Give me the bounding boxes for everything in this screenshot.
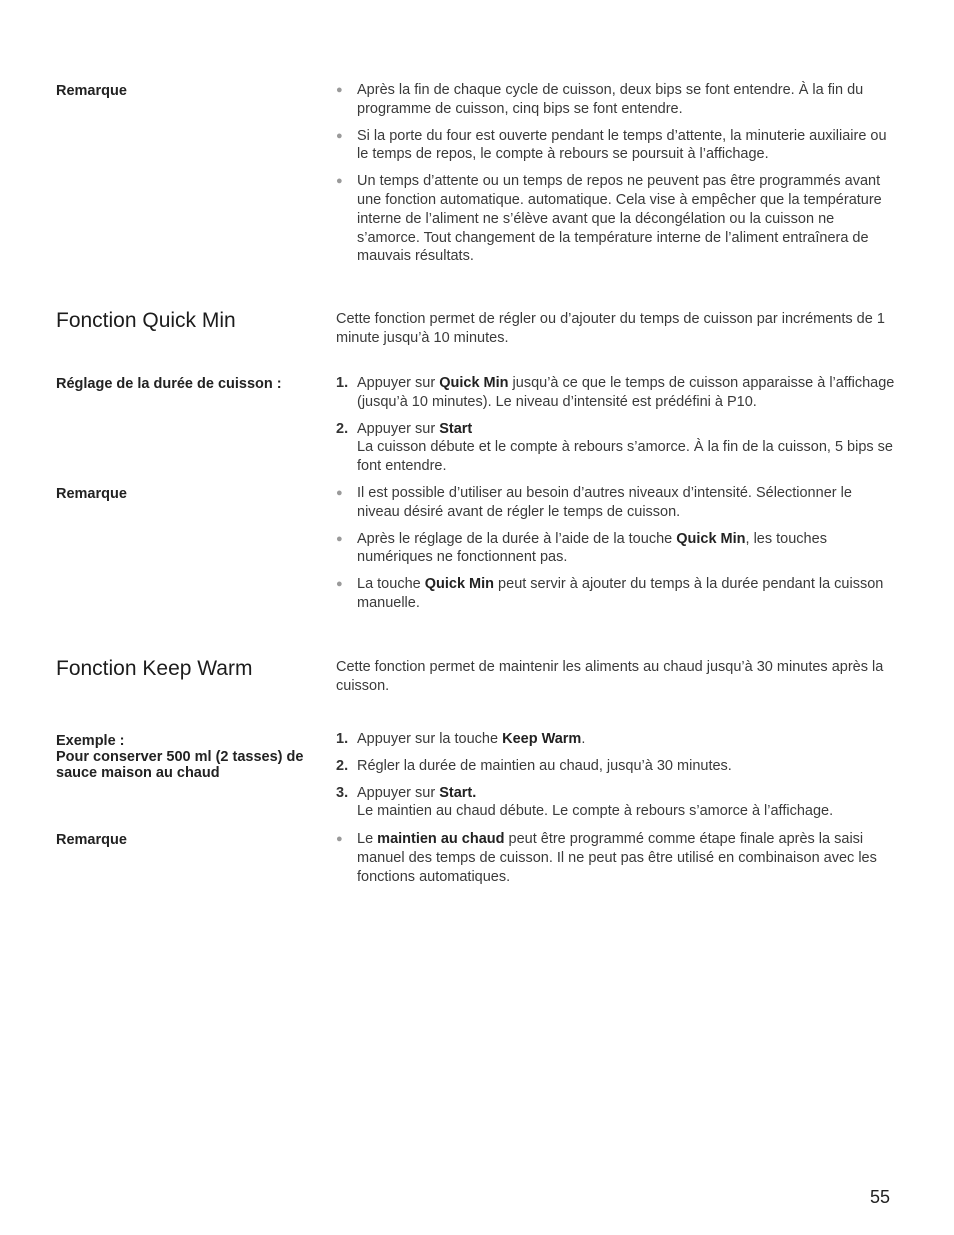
bullet-icon: ● [336,578,343,591]
bullet-icon: ● [336,487,343,499]
page-number: 55 [870,1187,891,1207]
quick-min-steps [336,374,898,484]
bullet-icon: ● [336,532,343,545]
list-item: 2. Appuyer sur Start La cuisson débute et le compte à rebours s’amorce. À la fin de la cuisson, 5 bips se font entendre. [336,420,893,475]
keep-warm-steps [336,730,898,829]
remarque-label: Remarque [56,486,127,502]
keep-warm-intro: Cette fonction permet de maintenir les aliments au chaud jusqu’à 30 minutes après la cuisson. [336,659,884,694]
list-item: ● Si la porte du four est ouverte pendant le temps d’attente, la minuterie auxiliaire ou le temps de repos, le compte à rebours se poursuit à l’affichage. [336,127,887,163]
bullet-icon: ● [336,833,343,845]
list-item: 1. Appuyer sur Quick Min jusqu’à ce que le temps de cuisson apparaisse à l’affichage (jusqu’à 10 minutes). Le niveau d’intensité est prédéfini à P10. [336,375,895,410]
quick-min-intro: Cette fonction permet de régler ou d’ajouter du temps de cuisson par incréments de 1 minute jusqu’à 10 minutes. [336,311,885,346]
reglage-label: Réglage de la durée de cuisson : [56,376,282,392]
list-item: 2. Régler la durée de maintien au chaud, jusqu’à 30 minutes. [336,757,732,774]
remarque-label: Remarque [56,83,127,99]
example-label: Exemple : Pour conserver 500 ml (2 tasses) de sauce maison au chaud [56,733,326,781]
section-heading-keep-warm: Fonction Keep Warm [56,657,253,680]
list-item: ● La touche Quick Min peut servir à ajouter du temps à la durée pendant la cuisson manuelle. [336,576,884,611]
list-item: ● Après le réglage de la durée à l’aide de la touche Quick Min, les touches numériques ne fonctionnent pas. [336,530,827,566]
keep-warm-notes [336,830,898,894]
list-item: ● Il est possible d’utiliser au besoin d’autres niveaux d’intensité. Sélectionner le niveau désiré avant de régler le temps de cuisson. [336,485,852,520]
remarque-list [336,81,898,274]
bullet-icon: ● [336,175,343,188]
remarque-label: Remarque [56,832,127,848]
list-item: ● Après la fin de chaque cycle de cuisson, deux bips se font entendre. À la fin du programme de cuisson, cinq bips se font entendre. [336,82,864,117]
section-heading-quick-min: Fonction Quick Min [56,309,236,332]
bullet-icon: ● [336,129,343,142]
quick-min-notes [336,484,898,621]
list-item: ● Un temps d’attente ou un temps de repos ne peuvent pas être programmés avant une fonction automatique. automatique. Cela vise à empêcher que la température interne de l’aliment ne s’élève avant que la décongélation ou la cuisson ne s’amorce. Tout changement de la température interne de l’aliment entraînera de mauvais résultats. [336,173,882,265]
list-item: ● Le maintien au chaud peut être programmé comme étape finale après la saisi manuel des temps de cuisson. Il ne peut pas être utilisé en combinaison avec les fonctions automatiques. [336,831,877,885]
list-item: 1. Appuyer sur la touche Keep Warm. [336,731,586,747]
example-text: Pour conserver 500 ml (2 tasses) de sauce maison au chaud [56,749,304,781]
bullet-icon: ● [336,84,343,96]
list-item: 3. Appuyer sur Start. Le maintien au chaud débute. Le compte à rebours s’amorce à l’affichage. [336,784,834,820]
